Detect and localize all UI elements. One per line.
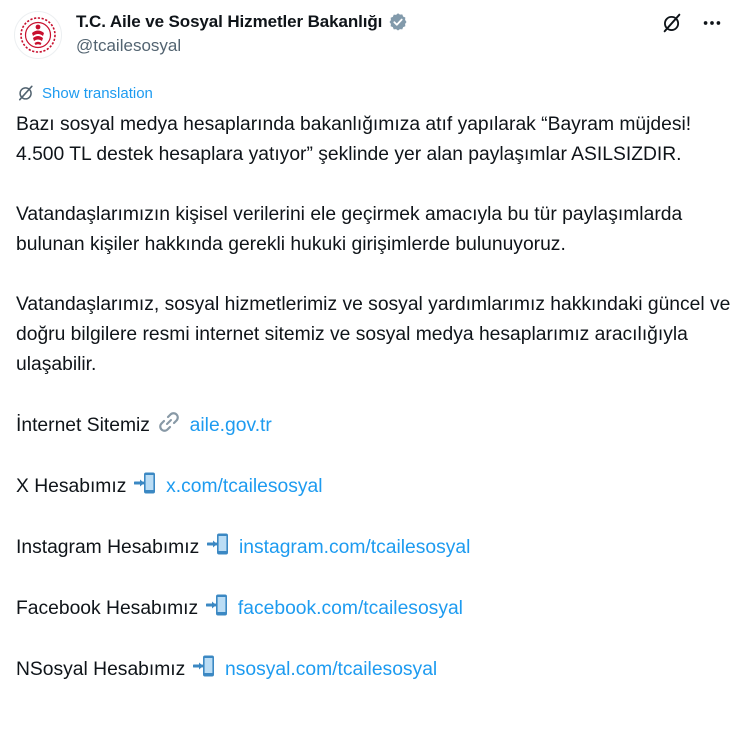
account-handle[interactable]: @tcailesosyal <box>76 36 182 55</box>
show-translation-link[interactable] <box>16 83 153 103</box>
facebook-account-link[interactable]: facebook.com/tcailesosyal <box>237 598 463 619</box>
more-options-button[interactable] <box>699 10 725 36</box>
ministry-logo-icon <box>15 12 61 58</box>
grok-icon <box>661 12 683 34</box>
mobile-arrow-icon <box>206 593 230 617</box>
link-label: Facebook Hesabımız <box>16 598 199 619</box>
grok-button[interactable] <box>659 10 685 36</box>
link-icon <box>157 410 181 434</box>
nsosyal-account-link[interactable]: nsosyal.com/tcailesosyal <box>225 659 438 680</box>
link-label: İnternet Sitemiz <box>16 415 150 436</box>
link-line-nsosyal <box>16 654 731 685</box>
tweet-text <box>16 110 731 685</box>
mobile-arrow-icon <box>134 471 158 495</box>
link-label: Instagram Hesabımız <box>16 537 200 558</box>
display-name[interactable]: T.C. Aile ve Sosyal Hizmetler Bakanlığı <box>76 12 383 31</box>
show-translation-label: Show translation <box>42 84 153 102</box>
verified-badge-icon <box>388 12 408 32</box>
tweet-paragraph-2: Vatandaşlarımızın kişisel verilerini ele geçirmek amacıyla bu tür paylaşımlarda bulunan kişiler hakkında gerekli hukuki girişimlerde bulunuyoruz. <box>16 204 683 255</box>
x-account-link[interactable]: x.com/tcailesosyal <box>166 476 323 497</box>
link-line-x <box>16 471 731 502</box>
tweet-paragraph-3: Vatandaşlarımız, sosyal hizmetlerimiz ve sosyal yardımlarımız hakkındaki güncel ve doğru bilgilere resmi internet sitemiz ve sosyal medya hesaplarımız aracılığıyla ulaşabilir. <box>16 294 731 375</box>
mobile-arrow-icon <box>207 532 231 556</box>
avatar[interactable] <box>14 11 62 59</box>
tweet-paragraph-1: Bazı sosyal medya hesaplarında bakanlığımıza atıf yapılarak “Bayram müjdesi! 4.500 TL destek hesaplara yatıyor” şeklinde yer alan paylaşımlar ASILSIZDIR. <box>16 114 692 165</box>
link-line-instagram <box>16 532 731 563</box>
mobile-arrow-icon <box>193 654 217 678</box>
more-dots-icon <box>701 12 723 34</box>
website-link[interactable]: aile.gov.tr <box>189 415 272 436</box>
instagram-account-link[interactable]: instagram.com/tcailesosyal <box>238 537 471 558</box>
top-actions <box>659 10 725 36</box>
link-label: X Hesabımız <box>16 476 127 497</box>
link-label: NSosyal Hesabımız <box>16 659 186 680</box>
link-line-facebook <box>16 593 731 624</box>
translate-icon <box>16 83 36 103</box>
link-line-website <box>16 410 731 441</box>
account-name-row <box>76 10 408 34</box>
